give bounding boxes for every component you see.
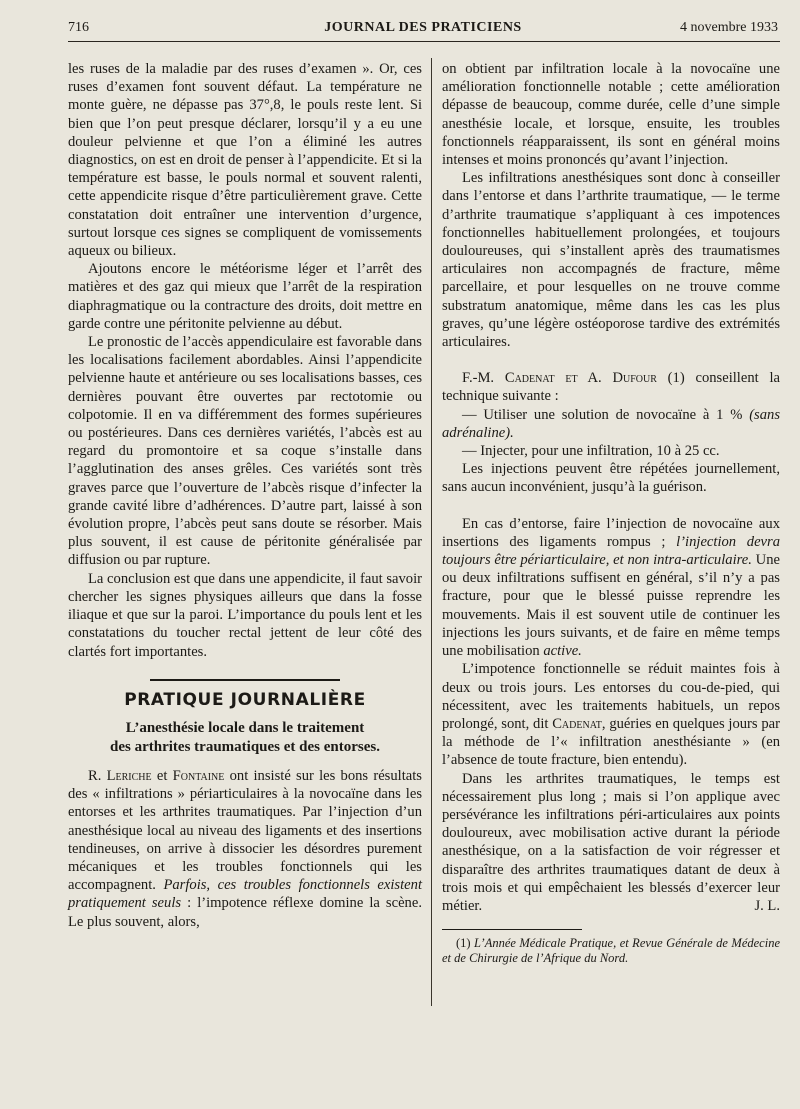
column-divider [431,58,432,1006]
signature: J. L. [754,897,780,914]
page-header [68,20,778,42]
paragraph: on obtient par infiltration locale à la novocaïne une amélioration fonctionnelle notable ; cette amélioration dépasse de beaucoup, comme durée, celle d’une simple anesthésie locale, et lorsque, ensuite, les troubles fonctionnels réapparaissent, ils sont en général moins intenses et moins prononcés qu’avant l’injection. [442,61,780,169]
section-rule [150,679,340,681]
paragraph: les ruses de la maladie par des ruses d’examen ». Or, ces ruses d’examen font souvent défaut. La température ne monte guère, ne dépasse pas 37°,8, le pouls reste lent. Si bien que l’on peut presque déclarer, lorsqu’il y a eu une douleur pelvienne et que l’on a éliminé les autres diagnostics, on est en droit de penser à l’appendicite. Et si la température est basse, le pouls normal et souvent ralenti, cette appendicite risque d’être particulièrement grave. Cette constatation doit entraîner une intervention d’urgence, surtout lorsque ces signes se compliquent de vomissements aqueux ou bilieux. [68,61,422,260]
article-title [68,719,422,757]
footnote: (1) L’Année Médicale Pratique, et Revue Générale de Médecine et de Chirurgie de l’Afrique du Nord. [442,936,780,966]
emphasis: active. [543,643,582,660]
emphasis: (sans adrénaline). [442,406,780,441]
issue-date: 4 novembre 1933 [680,20,778,35]
paragraph: Le pronostic de l’accès appendiculaire est favorable dans les localisations facilement abordables. Ainsi l’appendicite pelvienne haute et antérieure ou ses localisations basses, ces dernières pouvant être ouvertes par rectotomie ou colpotomie. Il en va différemment des formes supérieures ou postérieures. Dans ces dernières variétés, l’abcès est au regard du promontoire et sa coque s’installe dans l’agglutination des anses grêles. Ces variétés sont très graves parce que l’ouverture de l’abcès risque d’infecter la grande cavité libre d’adhérences. D’autre part, laissé à son évolution propre, l’abcès peut sans doute se résorber. Mais plus souvent, il est cause de péritonite généralisée par diffusion ou par rupture. [68,334,422,569]
paragraph: — Injecter, pour une infiltration, 10 à 25 cc. [462,443,720,460]
author-name: R. Leriche [88,767,152,784]
journal-title: JOURNAL DES PRATICIENS [324,20,522,35]
spacer [442,351,780,369]
section-heading: PRATIQUE JOURNALIÈRE [124,689,366,710]
author-name: Fontaine [172,767,225,784]
paragraph: R. Leriche et Fontaine ont insisté sur les bons résultats des « infiltrations » périarticulaires à la novocaïne dans les entorses et les arthrites traumatiques. Par l’injection d’un anesthésique local au niveau des ligaments et des insertions tendineuses, on arrive à dissocier les désordres purement mécaniques et les troubles fonctionnels qui les accompagnent. Parfois, ces troubles fonctionnels existent pratiquement seuls : l’impotence réflexe domine la scène. Le plus souvent, alors, [68,767,422,930]
paragraph: — Utiliser une solution de novocaïne à 1 % (sans adrénaline). [442,406,780,441]
spacer [442,497,780,515]
paragraph: Dans les arthrites traumatiques, le temps est nécessairement plus long ; mais si l’on applique avec persévérance les infiltrations péri-articulaires aux points douloureux, avec mobilisation active durant la période anesthésique, on a la satisfaction de voir régresser et disparaître des arthrites traumatiques datant de deux à trois mois et qui empêchaient les blessés d’exercer leur métier. J. L. [442,770,780,914]
article-title-line: L’anesthésie locale dans le traitement [125,719,365,736]
author-name: Cadenat [552,715,602,732]
page-number: 716 [68,20,89,35]
header-rule [68,41,780,42]
emphasis: l’injection devra toujours être périarticulaire, et non intra-articulaire. [442,533,780,569]
author-names: F.-M. Cadenat et A. Dufour (1) [462,370,685,387]
right-column [442,60,780,966]
paragraph: Les infiltrations anesthésiques sont donc à conseiller dans l’entorse et dans l’arthrite traumatique, — le terme d’arthrite traumatique s’appliquant à ces impotences fonctionnelles habituellement prolongées, et toujours douloureuses, qui s’installent après des traumatismes articulaires non accompagnés de fracture, même parcellaire, et pour lesquelles on ne trouve comme substratum anatomique, même dans les cas les plus graves, qu’une légère ostéoporose tardive des extrémités articulaires. [442,170,780,351]
paragraph: Les injections peuvent être répétées journellement, sans aucun inconvénient, jusqu’à la guérison. [442,461,780,496]
paragraph: Ajoutons encore le météorisme léger et l’arrêt des matières et des gaz qui mieux que l’arrêt de la respiration diaphragmatique ou la contracture des droits, doit mettre en garde contre une péritonite pelvienne au début. [68,261,422,332]
emphasis: Parfois, ces troubles fonctionnels existent pratiquement seuls [68,877,422,912]
footnote-rule [442,929,582,930]
paragraph: La conclusion est que dans une appendicite, il faut savoir chercher les signes physiques ailleurs que dans la fosse iliaque et que sur la paroi. L’importance du pouls lent et les constatations du toucher rectal jettent de leur côté des clartés fort importantes. [68,570,422,660]
article-title-line: des arthrites traumatiques et des entorses. [110,738,380,755]
paragraph: En cas d’entorse, faire l’injection de novocaïne aux insertions des ligaments rompus ; l’injection devra toujours être périarticulaire, et non intra-articulaire. Une ou deux infiltrations suffisent en général, s’il n’y a pas fracture, pour que le blessé puisse reprendre les mouvements. Mais il est souvent utile de continuer les injections les jours suivants, et de faire en même temps une mobilisation active. [442,515,780,660]
paragraph: L’impotence fonctionnelle se réduit maintes fois à deux ou trois jours. Les entorses du cou-de-pied, qui nécessitent, avec les traitements habituels, un repos prolongé, sont, dit Cadenat, guéries en quelques jours par la méthode de l’« infiltration anesthésiante » (en l’absence de toute fracture, bien entendu). [442,661,780,769]
left-column [68,60,422,931]
paragraph: F.-M. Cadenat et A. Dufour (1) conseillent la technique suivante : [442,370,780,405]
